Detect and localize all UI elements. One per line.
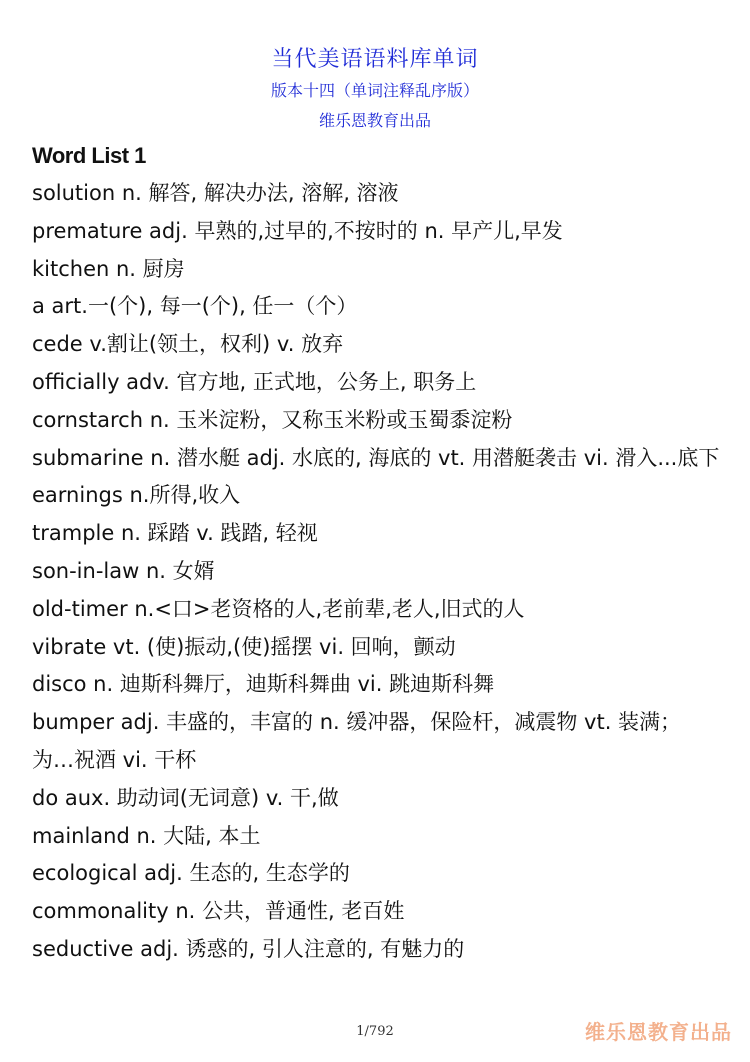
- word-entry: bumper adj. 丰盛的，丰富的 n. 缓冲器，保险杆，减震物 vt. 装满；为…祝酒 vi. 干杯: [32, 710, 682, 772]
- word-entry: cede v.割让(领土，权利) v. 放弃: [32, 332, 344, 357]
- word-entry: son-in-law n. 女婿: [32, 558, 215, 583]
- publisher-watermark: 维乐恩教育出品: [585, 1020, 732, 1044]
- word-entry: do aux. 助动词(无词意) v. 干,做: [32, 785, 339, 810]
- word-entry: a art.一(个), 每一(个), 任一（个）: [32, 294, 358, 319]
- word-entry: officially adv. 官方地, 正式地，公务上, 职务上: [32, 369, 477, 394]
- word-entry: seductive adj. 诱惑的, 引人注意的, 有魅力的: [32, 936, 465, 961]
- word-entry: cornstarch n. 玉米淀粉，又称玉米粉或玉蜀黍淀粉: [32, 407, 513, 432]
- word-entry: trample n. 踩踏 v. 践踏, 轻视: [32, 521, 318, 546]
- word-list-heading: Word List 1: [32, 143, 146, 168]
- word-entry: disco n. 迪斯科舞厅，迪斯科舞曲 vi. 跳迪斯科舞: [32, 672, 495, 697]
- document-title: 当代美语语料库单词: [271, 47, 479, 72]
- word-entry: mainland n. 大陆, 本土: [32, 823, 261, 848]
- word-entry: premature adj. 早熟的,过早的,不按时的 n. 早产儿,早发: [32, 218, 563, 243]
- word-entry: earnings n.所得,收入: [32, 483, 241, 508]
- word-entry: solution n. 解答, 解决办法, 溶解, 溶液: [32, 181, 399, 205]
- page-number: 1/792: [356, 1024, 394, 1039]
- word-entry: vibrate vt. (使)振动,(使)摇摆 vi. 回响，颤动: [32, 634, 456, 659]
- document-subtitle: 版本十四（单词注释乱序版）: [270, 81, 479, 100]
- word-entry: commonality n. 公共，普通性, 老百姓: [32, 899, 405, 924]
- word-list: [32, 175, 722, 969]
- word-entry: ecological adj. 生态的, 生态学的: [32, 861, 350, 886]
- word-entry: submarine n. 潜水艇 adj. 水底的, 海底的 vt. 用潜艇袭击 vi. 滑入...底下: [32, 445, 720, 470]
- word-entry: old-timer n.<口>老资格的人,老前辈,老人,旧式的人: [32, 596, 525, 621]
- word-entry: kitchen n. 厨房: [32, 256, 185, 281]
- publisher-line: 维乐恩教育出品: [318, 111, 431, 130]
